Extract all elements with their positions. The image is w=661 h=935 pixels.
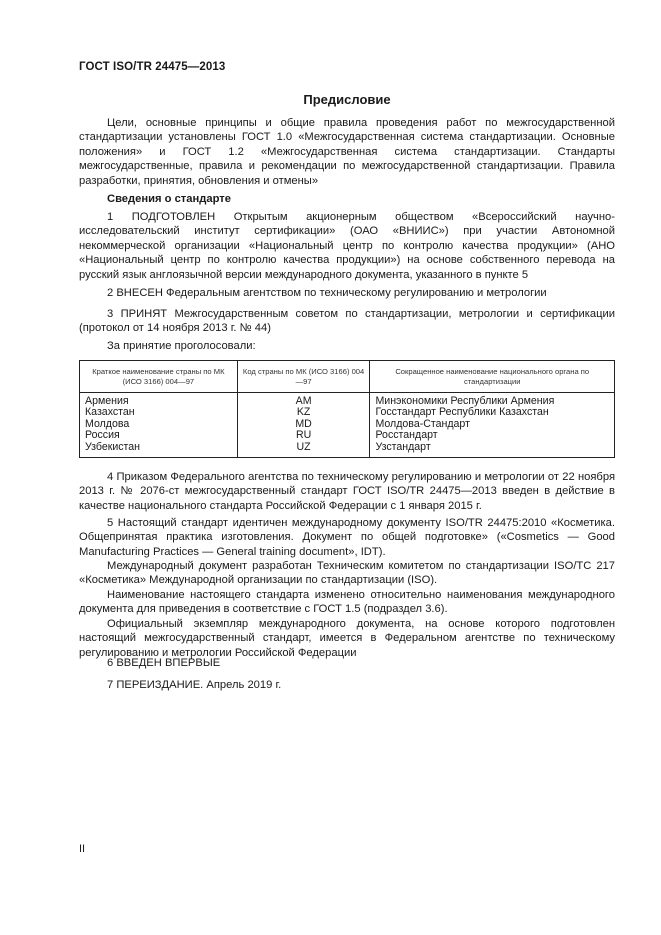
item-2-paragraph: 2 ВНЕСЕН Федеральным агентством по техническому регулированию и метрологии [107,287,547,299]
item-5-paragraph: 5 Настоящий стандарт идентичен международному документу ISO/TR 24475:2010 «Косметика. Общепринятая практика изготовления. Документ по общей подготовке» («Cosmetics — Good Manufacturing Practices — General training document», IDT). [79,517,615,558]
item-5-dev-paragraph: Международный документ разработан Техническим комитетом по стандартизации ISO/TC 217 «Косметика» Международной организации по стандартизации (ISO). [79,560,615,587]
item-1-paragraph: 1 ПОДГОТОВЛЕН Открытым акционерным обществом «Всероссийский научно-исследовательский институт сертификации» (ОАО «ВНИИС») при участии Автономной некоммерческой организации «Национальный центр по контролю качества продукции» (АНО «Национальный центр по контролю качества продукции») на основе собственного перевода на русский язык англоязычной версии международного документа, указанного в пункте 5 [79,211,615,281]
table-cell-countries: Армения Казахстан Молдова Россия Узбекистан [80,393,238,458]
item-7-paragraph: 7 ПЕРЕИЗДАНИЕ. Апрель 2019 г. [107,679,282,691]
item-3-paragraph: 3 ПРИНЯТ Межгосударственным советом по стандартизации, метрологии и сертификации (протокол от 14 ноября 2013 г. № 44) [79,308,615,335]
vote-label: За принятие проголосовали: [107,340,256,352]
table-header-country: Краткое наименование страны по МК (ИСО 3166) 004—97 [80,361,238,393]
voting-table [79,360,615,458]
table-header-row [80,361,615,393]
table-cell-bodies: Минэкономики Республики Армения Госстандарт Республики Казахстан Молдова-Стандарт Росстандарт Узстандарт [370,393,615,458]
page-title: Предисловие [303,92,391,107]
item-5-official-paragraph: Официальный экземпляр международного документа, на основе которого подготовлен настоящий межгосударственный стандарт, имеется в Федеральном агентстве по техническому регулированию и метрологии Российской Федерации [79,618,615,659]
table-header-code: Код страны по МК (ИСО 3166) 004—97 [237,361,370,393]
table-header-body: Сокращенное наименование национального органа по стандартизации [370,361,615,393]
page-number: II [79,843,86,855]
item-5-name-paragraph: Наименование настоящего стандарта изменено относительно наименования международного документа для приведения в соответствие с ГОСТ 1.5 (подраздел 3.6). [79,589,615,616]
intro-paragraph: Цели, основные принципы и общие правила проведения работ по межгосударственной стандартизации установлены ГОСТ 1.0 «Межгосударственная система стандартизации. Основные положения» и ГОСТ 1.2 «Межгосударственная система стандартизации. Стандарты межгосударственные, правила и рекомендации по межгосударственной стандартизации. Правила разработки, принятия, обновления и отмены» [79,117,615,187]
table-row [80,393,615,458]
table-cell-codes: AM KZ MD RU UZ [237,393,370,458]
section-subheading: Сведения о стандарте [107,193,231,205]
item-6-paragraph: 6 ВВЕДЕН ВПЕРВЫЕ [107,657,221,669]
item-4-paragraph: 4 Приказом Федерального агентства по техническому регулированию и метрологии от 22 ноября 2013 г. № 2076-ст межгосударственный стандарт ГОСТ ISO/TR 24475—2013 введен в действие в качестве национального стандарта Российской Федерации с 1 января 2015 г. [79,471,615,512]
document-header: ГОСТ ISO/TR 24475—2013 [79,61,226,73]
